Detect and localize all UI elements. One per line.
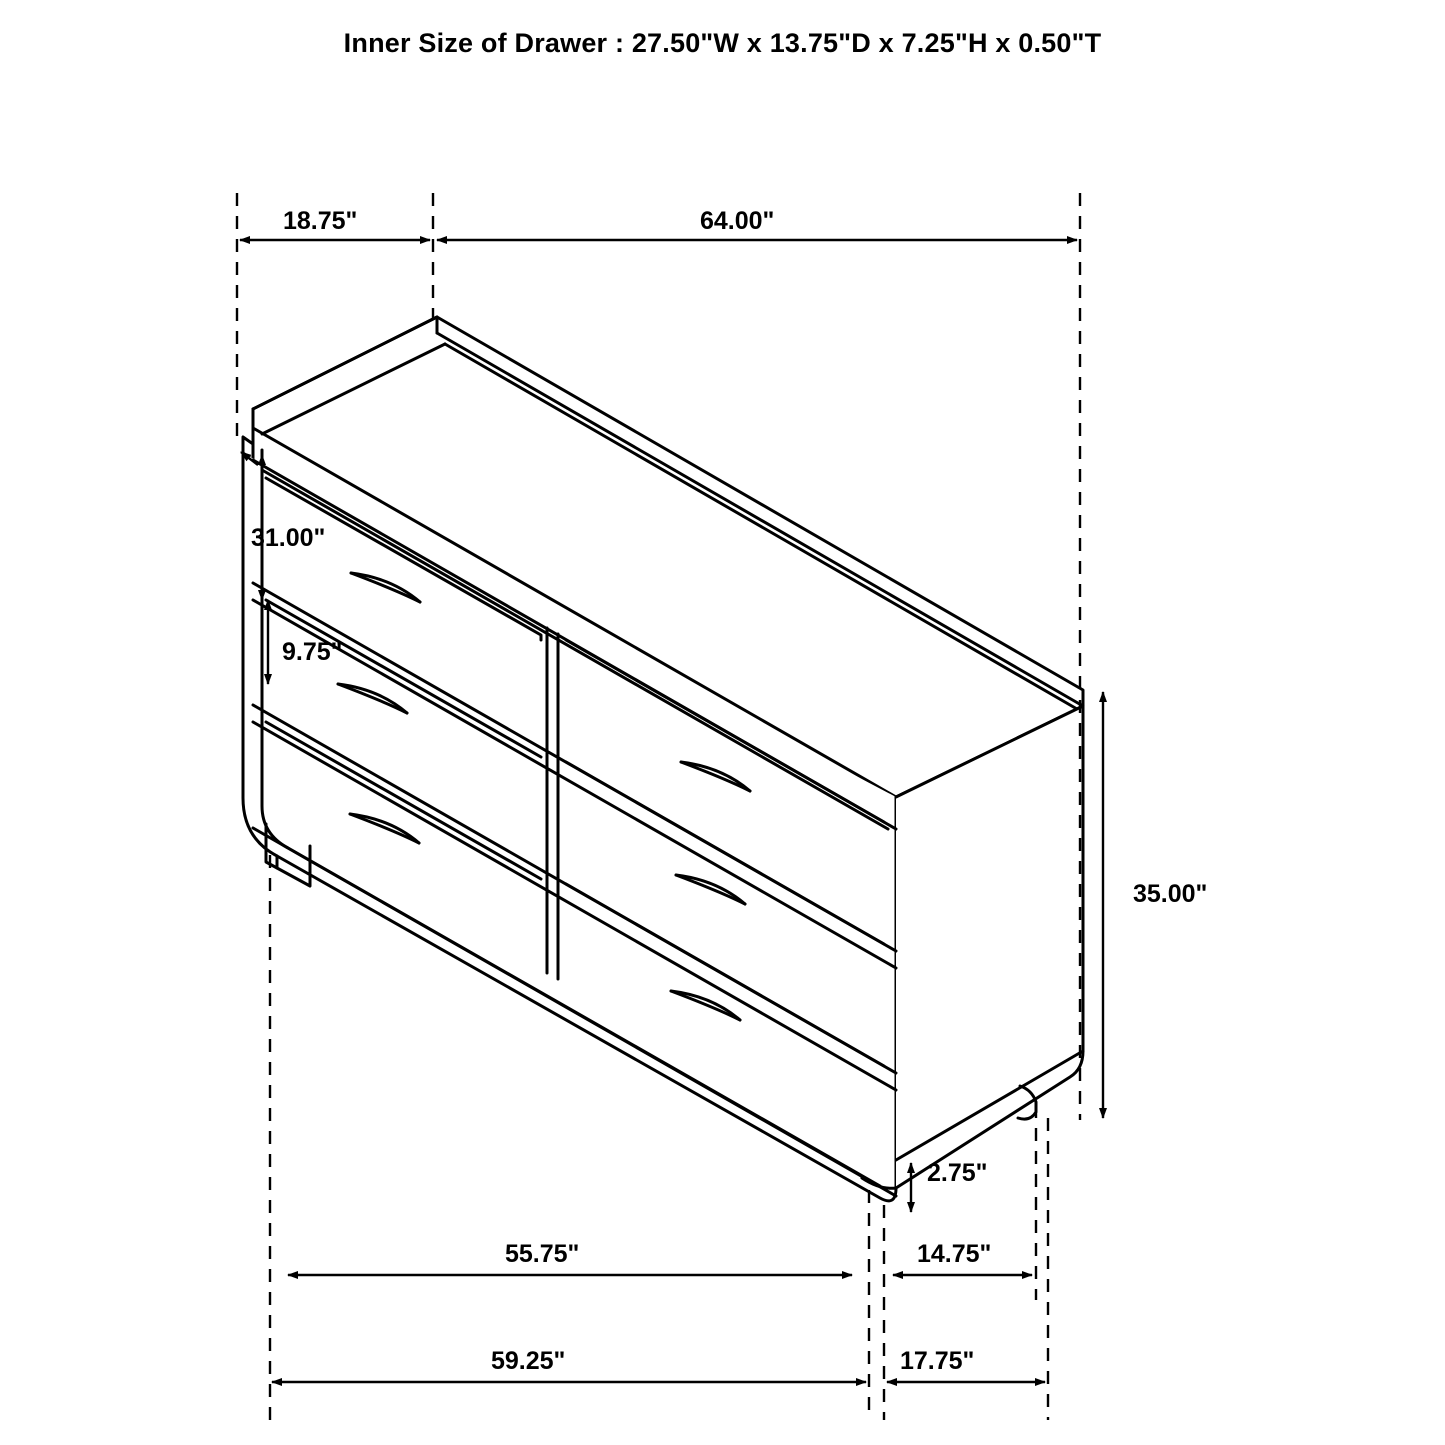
- dimension-label-front-width-inner: 55.75": [505, 1240, 580, 1268]
- dimension-label-side-depth-outer: 17.75": [900, 1347, 975, 1375]
- dimension-label-height-right: 35.00": [1133, 880, 1208, 908]
- dimension-label-height-upper-left: 31.00": [251, 524, 326, 552]
- page-title: Inner Size of Drawer : 27.50"W x 13.75"D x 7.25"H x 0.50"T: [343, 28, 1102, 58]
- dimension-label-side-depth-lower: 14.75": [917, 1240, 992, 1268]
- dimension-label-leg-height: 2.75": [927, 1159, 988, 1187]
- dimension-label-depth-top-left: 18.75": [283, 207, 358, 235]
- dimension-label-width-top: 64.00": [700, 207, 775, 235]
- dimension-label-front-width-outer: 59.25": [491, 1347, 566, 1375]
- dimension-label-drawer-front-height: 9.75": [282, 638, 343, 666]
